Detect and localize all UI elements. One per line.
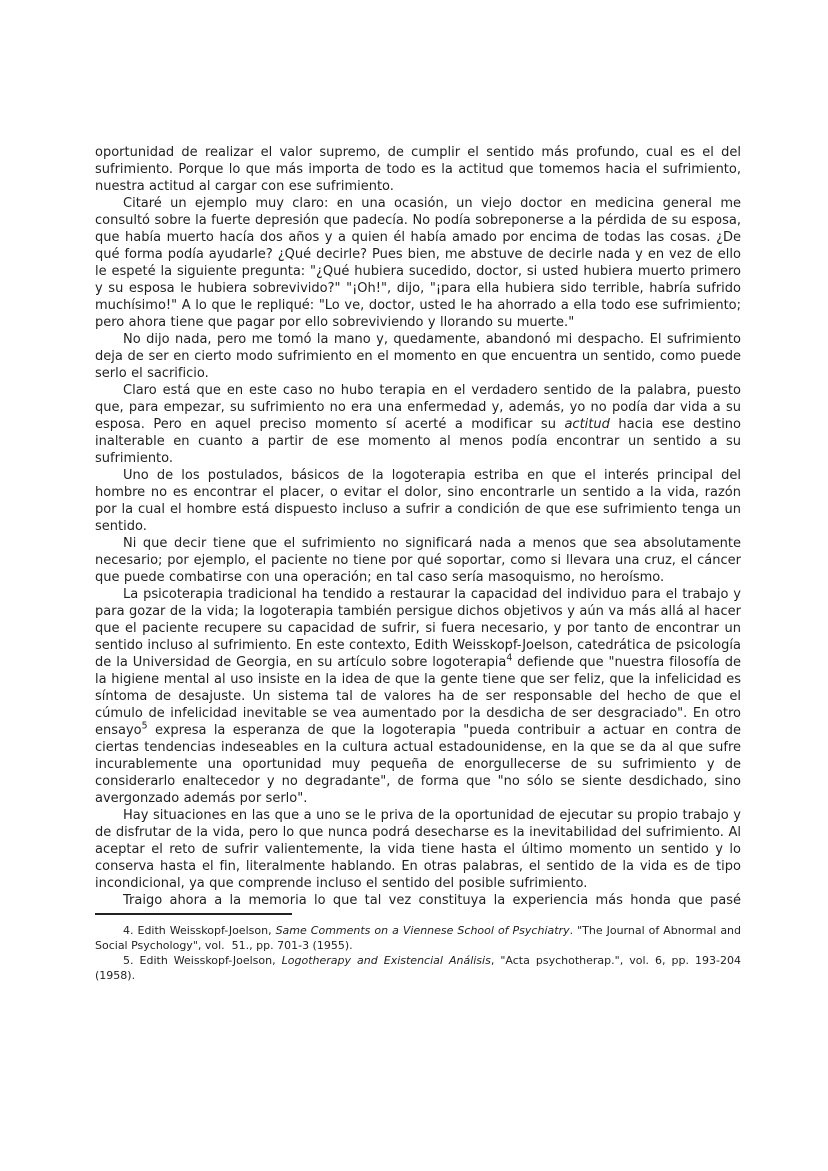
paragraph-7: La psicoterapia tradicional ha tendido a restaurar la capacidad del individuo para el trabajo y para gozar de la vida; la logoterapia también persigue dichos objetivos y aún va más allá al hacer que el paciente recupere su capacidad de sufrir, si fuera necesario, y por tanto de encontrar un sentido incluso al sufrimiento. En este contexto, Edith Weisskopf-Joelson, catedrática de psicología de la Universidad de Georgia, en su artículo sobre logoterapia$^4$ defiende que "nuestra filosofía de la higiene mental al uso insiste en la idea de que la gente tiene que ser feliz, que la infelicidad es síntoma de desajuste. Un sistema tal de valores ha de ser responsable del hecho de que el cúmulo de infelicidad inevitable se vea aumentado por la desdicha de ser desgraciado". En otro ensayo$^5$ expresa la esperanza de que la logoterapia "pueda contribuir a actuar en contra de ciertas tendencias indeseables en la cultura actual estadounidense, en la que se da al que sufre incurablemente una oportunidad muy pequeña de enorgullecerse de su sufrimiento y de considerarlo enaltecedor y no degradante", de forma que "no sólo se siente desdichado, sino avergonzado además por serlo". xyxy=(95,587,741,806)
paragraph-1: oportunidad de realizar el valor supremo, de cumplir el sentido más profundo, cual es el del sufrimiento. Porque lo que más importa de todo es la actitud que tomemos hacia el sufrimiento, nuestra actitud al cargar con ese sufrimiento. xyxy=(95,145,741,194)
footnote-separator xyxy=(95,913,292,915)
paragraph-4: Claro está que en este caso no hubo terapia en el verdadero sentido de la palabra, puesto que, para empezar, su sufrimiento no era una enfermedad y, además, yo no podía dar vida a su esposa. Pero en aquel preciso momento sí acerté a modificar su actitud hacia ese destino inalterable en cuanto a partir de ese momento al menos podía encontrar un sentido a su sufrimiento. xyxy=(95,383,741,466)
paragraph-6: Ni que decir tiene que el sufrimiento no significará nada a menos que sea absolutamente necesario; por ejemplo, el paciente no tiene por qué soportar, como si llevara una cruz, el cáncer que puede combatirse con una operación; en tal caso sería masoquismo, no heroísmo. xyxy=(95,536,741,585)
footnotes-section xyxy=(95,923,741,983)
paragraph-5: Uno de los postulados, básicos de la logoterapia estriba en que el interés principal del hombre no es encontrar el placer, o evitar el dolor, sino encontrarle un sentido a la vida, razón por la cual el hombre está dispuesto incluso a sufrir a condición de que ese sufrimiento tenga un sentido. xyxy=(95,468,741,534)
footnote-5: 5. Edith Weisskopf-Joelson, Logotherapy and Existencial Análisis, "Acta psychotherap.", vol. 6, pp. 193-204 (1958). xyxy=(95,954,741,982)
footnote-4: 4. Edith Weisskopf-Joelson, Same Comments on a Viennese School of Psychiatry. "The Journal of Abnormal and Social Psychology", vol. 51., pp. 701-3 (1955). xyxy=(95,924,742,952)
paragraph-8: Hay situaciones en las que a uno se le priva de la oportunidad de ejecutar su propio trabajo y de disfrutar de la vida, pero lo que nunca podrá desecharse es la inevitabilidad del sufrimiento. Al aceptar el reto de sufrir valientemente, la vida tiene hasta el último momento un sentido y lo conserva hasta el fin, literalmente hablando. En otras palabras, el sentido de la vida es de tipo incondicional, ya que comprende incluso el sentido del posible sufrimiento. xyxy=(95,808,741,891)
paragraph-2: Citaré un ejemplo muy claro: en una ocasión, un viejo doctor en medicina general me consultó sobre la fuerte depresión que padecía. No podía sobreponerse a la pérdida de su esposa, que había muerto hacía dos años y a quien él había amado por encima de todas las cosas. ¿De qué forma podía ayudarle? ¿Qué decirle? Pues bien, me abstuve de decirle nada y en vez de ello le espeté la siguiente pregunta: "¿Qué hubiera sucedido, doctor, si usted hubiera muerto primero y su esposa le hubiera sobrevivido?" "¡Oh!", dijo, "¡para ella hubiera sido terrible, habría sufrido muchísimo!" A lo que le repliqué: "Lo ve, doctor, usted le ha ahorrado a ella todo ese sufrimiento; pero ahora tiene que pagar por ello sobreviviendo y llorando su muerte." xyxy=(95,196,741,330)
page-body-text xyxy=(95,144,741,983)
paragraph-9: Traigo ahora a la memoria lo que tal vez constituya la experiencia más honda que pasé xyxy=(123,893,741,908)
paragraph-3: No dijo nada, pero me tomó la mano y, quedamente, abandonó mi despacho. El sufrimiento deja de ser en cierto modo sufrimiento en el momento en que encuentra un sentido, como puede serlo el sacrificio. xyxy=(95,332,741,381)
